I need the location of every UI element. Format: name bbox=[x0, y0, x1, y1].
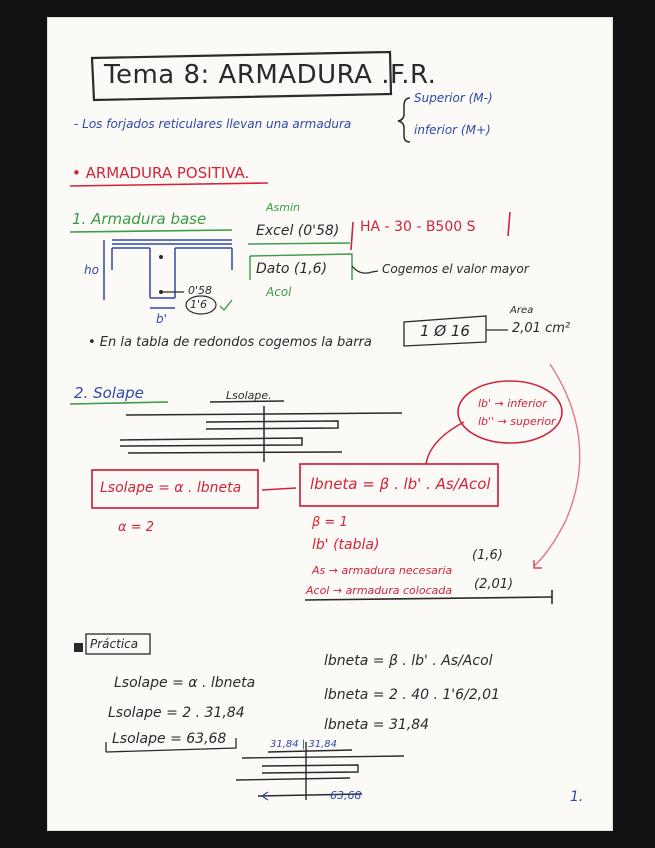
b-label: b' bbox=[156, 312, 167, 326]
practice-right-1: lbneta = β . lb' . As/Acol bbox=[324, 653, 493, 669]
practice-right-2: lbneta = 2 . 40 . 1'6/2,01 bbox=[324, 687, 500, 703]
lb-inferior: lb' → inferior bbox=[478, 397, 547, 410]
formula-lsolape: Lsolape = α . lbneta bbox=[100, 480, 242, 496]
as-label: As → armadura necesaria bbox=[312, 564, 453, 577]
ho-label: ho bbox=[84, 263, 99, 277]
value-16: 1'6 bbox=[190, 298, 208, 311]
heading-solape: 2. Solape bbox=[74, 384, 144, 402]
lb-tabla: lb' (tabla) bbox=[312, 537, 380, 553]
brace-inferior: inferior (M+) bbox=[414, 123, 491, 137]
practice-line-2: Lsolape = 2 . 31,84 bbox=[108, 705, 245, 721]
as-value: (1,6) bbox=[472, 548, 503, 563]
dimension-top: 31,84 | 31,84 bbox=[270, 739, 337, 750]
page-title: Tema 8: ARMADURA .F.R. bbox=[104, 60, 437, 90]
alpha-value: α = 2 bbox=[118, 520, 154, 535]
excel-value: Excel (0'58) bbox=[256, 223, 340, 239]
bar-diameter: 1 Ø 16 bbox=[420, 322, 470, 340]
page-number: 1. bbox=[570, 789, 584, 805]
acol-value: (2,01) bbox=[474, 577, 514, 592]
acol-definition: Acol → armadura colocada bbox=[306, 584, 453, 597]
value-058: 0'58 bbox=[188, 284, 213, 297]
intro-text: - Los forjados reticulares llevan una armadura bbox=[74, 117, 352, 131]
cogemos-note: Cogemos el valor mayor bbox=[382, 262, 529, 276]
table-note: • En la tabla de redondos cogemos la barra bbox=[88, 335, 372, 350]
acol-label: Acol bbox=[266, 285, 292, 299]
concrete-type: HA - 30 - B500 S bbox=[360, 219, 476, 235]
practice-label: Práctica bbox=[90, 637, 139, 651]
beta-value: β = 1 bbox=[312, 515, 348, 530]
practice-line-3: Lsolape = 63,68 bbox=[112, 731, 227, 747]
formula-lbneta: lbneta = β . lb' . As/Acol bbox=[310, 475, 491, 493]
lsolape-label: Lsolape. bbox=[226, 389, 272, 402]
area-label: Area bbox=[510, 305, 534, 316]
asmin-label: Asmin bbox=[266, 201, 300, 214]
section-positive: • ARMADURA POSITIVA. bbox=[72, 164, 250, 182]
heading-armadura-base: 1. Armadura base bbox=[72, 210, 207, 228]
practice-right-3: lbneta = 31,84 bbox=[324, 717, 430, 733]
dato-value: Dato (1,6) bbox=[256, 261, 328, 277]
brace-superior: Superior (M-) bbox=[414, 91, 493, 105]
dimension-bottom: 63,68 bbox=[330, 789, 362, 802]
area-value: 2,01 cm² bbox=[512, 321, 571, 336]
lb-superior: lb'' → superior bbox=[478, 415, 556, 428]
practice-line-1: Lsolape = α . lbneta bbox=[114, 675, 256, 691]
